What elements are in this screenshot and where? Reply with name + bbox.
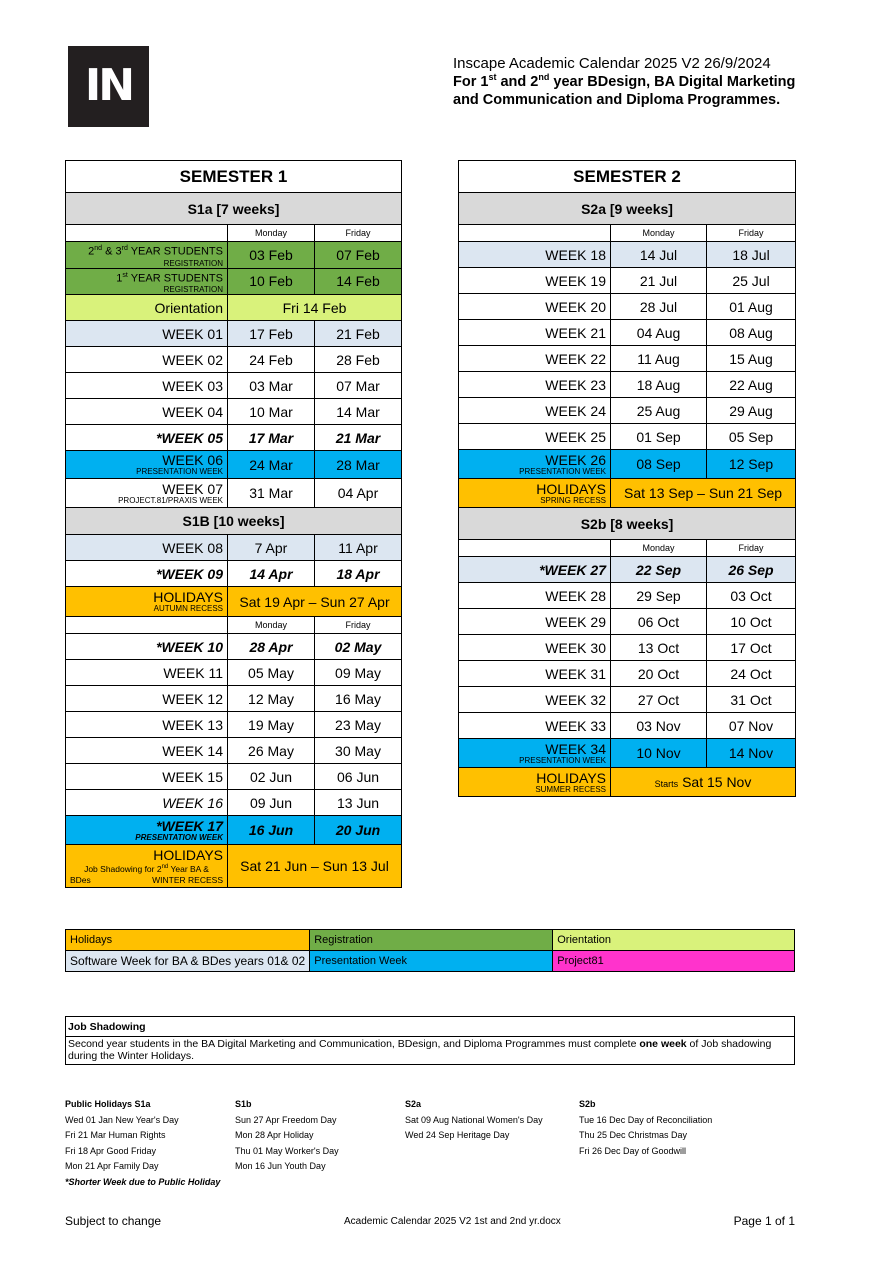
- week-row: WEEK 15 02 Jun 06 Jun: [66, 764, 402, 790]
- week-row: WEEK 14 26 May 30 May: [66, 738, 402, 764]
- monday-header: Monday: [611, 225, 707, 242]
- project81-week-row: WEEK 07 PROJECT.81/PRAXIS WEEK 31 Mar 04 Apr: [66, 479, 402, 508]
- document-title: Inscape Academic Calendar 2025 V2 26/9/2024: [453, 55, 771, 72]
- week-row: WEEK 30 13 Oct 17 Oct: [459, 635, 796, 661]
- public-holidays-s1b: S1b Sun 27 Apr Freedom Day Mon 28 Apr Holiday Thu 01 May Worker's Day Mon 16 Jun Youth Day: [235, 1099, 339, 1171]
- week-row: *WEEK 27 22 Sep 26 Sep: [459, 557, 796, 583]
- job-shadowing-title: Job Shadowing: [66, 1017, 794, 1037]
- week-row: *WEEK 10 28 Apr 02 May: [66, 634, 402, 660]
- s2a-label: S2a [9 weeks]: [459, 193, 796, 225]
- s1a-label: S1a [7 weeks]: [66, 193, 402, 225]
- document-header: [453, 55, 873, 109]
- public-holidays-s2b: S2b Tue 16 Dec Day of Reconciliation Thu 25 Dec Christmas Day Fri 26 Dec Day of Goodwill: [579, 1099, 713, 1156]
- week-row: WEEK 03 03 Mar 07 Mar: [66, 373, 402, 399]
- week-row: WEEK 23 18 Aug 22 Aug: [459, 372, 796, 398]
- week-row: WEEK 19 21 Jul 25 Jul: [459, 268, 796, 294]
- legend-registration: Registration: [310, 930, 553, 951]
- autumn-holidays-row: HOLIDAYS AUTUMN RECESS Sat 19 Apr – Sun 27 Apr: [66, 587, 402, 617]
- week-row: WEEK 22 11 Aug 15 Aug: [459, 346, 796, 372]
- s2b-label: S2b [8 weeks]: [459, 508, 796, 540]
- friday-header: Friday: [315, 617, 402, 634]
- footer-page-number: Page 1 of 1: [733, 1214, 795, 1228]
- week-row: WEEK 04 10 Mar 14 Mar: [66, 399, 402, 425]
- footer-subject-to-change: Subject to change: [65, 1214, 162, 1228]
- monday-header: Monday: [228, 617, 315, 634]
- s1b-label: S1B [10 weeks]: [66, 508, 402, 535]
- legend-orientation: Orientation: [553, 930, 795, 951]
- week-row: WEEK 33 03 Nov 07 Nov: [459, 713, 796, 739]
- week-row: WEEK 29 06 Oct 10 Oct: [459, 609, 796, 635]
- document-subtitle: For 1st and 2nd year BDesign, BA Digital Marketing: [453, 72, 796, 90]
- week-row: *WEEK 09 14 Apr 18 Apr: [66, 561, 402, 587]
- week-row: WEEK 24 25 Aug 29 Aug: [459, 398, 796, 424]
- week-row: WEEK 28 29 Sep 03 Oct: [459, 583, 796, 609]
- legend-software-week: Software Week for BA & BDes years 01& 02: [66, 951, 310, 972]
- public-holidays-s2a: S2a Sat 09 Aug National Women's Day Wed 24 Sep Heritage Day: [405, 1099, 543, 1140]
- legend-holidays: Holidays: [66, 930, 310, 951]
- registration-row: 2nd & 3rd YEAR STUDENTS REGISTRATION 03 Feb 07 Feb: [66, 242, 402, 269]
- presentation-week-row: WEEK 06 PRESENTATION WEEK 24 Mar 28 Mar: [66, 451, 402, 479]
- week-row: *WEEK 05 17 Mar 21 Mar: [66, 425, 402, 451]
- spring-holidays-row: HOLIDAYS SPRING RECESS Sat 13 Sep – Sun 21 Sep: [459, 479, 796, 508]
- friday-header: Friday: [707, 540, 796, 557]
- job-shadowing-box: [65, 1016, 795, 1065]
- week-row: WEEK 11 05 May 09 May: [66, 660, 402, 686]
- friday-header: Friday: [315, 225, 402, 242]
- week-row: WEEK 25 01 Sep 05 Sep: [459, 424, 796, 450]
- legend-presentation-week: Presentation Week: [310, 951, 553, 972]
- week-row: WEEK 01 17 Feb 21 Feb: [66, 321, 402, 347]
- semester-1-title: SEMESTER 1: [66, 161, 402, 193]
- monday-header: Monday: [228, 225, 315, 242]
- presentation-week-row: WEEK 34 PRESENTATION WEEK 10 Nov 14 Nov: [459, 739, 796, 768]
- friday-header: Friday: [707, 225, 796, 242]
- job-shadowing-text: Second year students in the BA Digital Marketing and Communication, BDesign, and Diploma Programmes must complete one week of Job shadowing during the Winter Holidays.: [68, 1038, 772, 1062]
- registration-row: 1st YEAR STUDENTS REGISTRATION 10 Feb 14 Feb: [66, 268, 402, 295]
- legend-project81: Project81: [553, 951, 795, 972]
- public-holidays-s1a: Public Holidays S1a Wed 01 Jan New Year's Day Fri 21 Mar Human Rights Fri 18 Apr Good Friday Mon 21 Apr Family Day: [65, 1099, 179, 1171]
- week-row: WEEK 20 28 Jul 01 Aug: [459, 294, 796, 320]
- winter-holidays-row: HOLIDAYS Job Shadowing for 2nd Year BA & BDes WINTER RECESS Sat 21 Jun – Sun 13 Jul: [66, 845, 402, 888]
- week-row: WEEK 16 09 Jun 13 Jun: [66, 790, 402, 816]
- semester-1-table: [65, 160, 402, 888]
- semester-2-table: [458, 160, 796, 797]
- footer-filename: Academic Calendar 2025 V2 1st and 2nd yr.docx: [344, 1216, 561, 1227]
- week-row: WEEK 18 14 Jul 18 Jul: [459, 242, 796, 268]
- color-legend: [65, 929, 795, 972]
- week-row: WEEK 08 7 Apr 11 Apr: [66, 535, 402, 561]
- summer-holidays-row: HOLIDAYS SUMMER RECESS Starts Sat 15 Nov: [459, 768, 796, 797]
- presentation-week-row: WEEK 26 PRESENTATION WEEK 08 Sep 12 Sep: [459, 450, 796, 479]
- shorter-week-note: *Shorter Week due to Public Holiday: [65, 1177, 221, 1187]
- week-row: WEEK 02 24 Feb 28 Feb: [66, 347, 402, 373]
- monday-header: Monday: [611, 540, 707, 557]
- semester-2-title: SEMESTER 2: [459, 161, 796, 193]
- orientation-row: Orientation Fri 14 Feb: [66, 295, 402, 321]
- week-row: WEEK 12 12 May 16 May: [66, 686, 402, 712]
- week-row: WEEK 32 27 Oct 31 Oct: [459, 687, 796, 713]
- week-row: WEEK 31 20 Oct 24 Oct: [459, 661, 796, 687]
- presentation-week-row: *WEEK 17 PRESENTATION WEEK 16 Jun 20 Jun: [66, 816, 402, 845]
- document-subtitle-line: and Communication and Diploma Programmes.: [453, 92, 781, 108]
- week-row: WEEK 21 04 Aug 08 Aug: [459, 320, 796, 346]
- inscape-logo: IN: [68, 46, 149, 127]
- week-row: WEEK 13 19 May 23 May: [66, 712, 402, 738]
